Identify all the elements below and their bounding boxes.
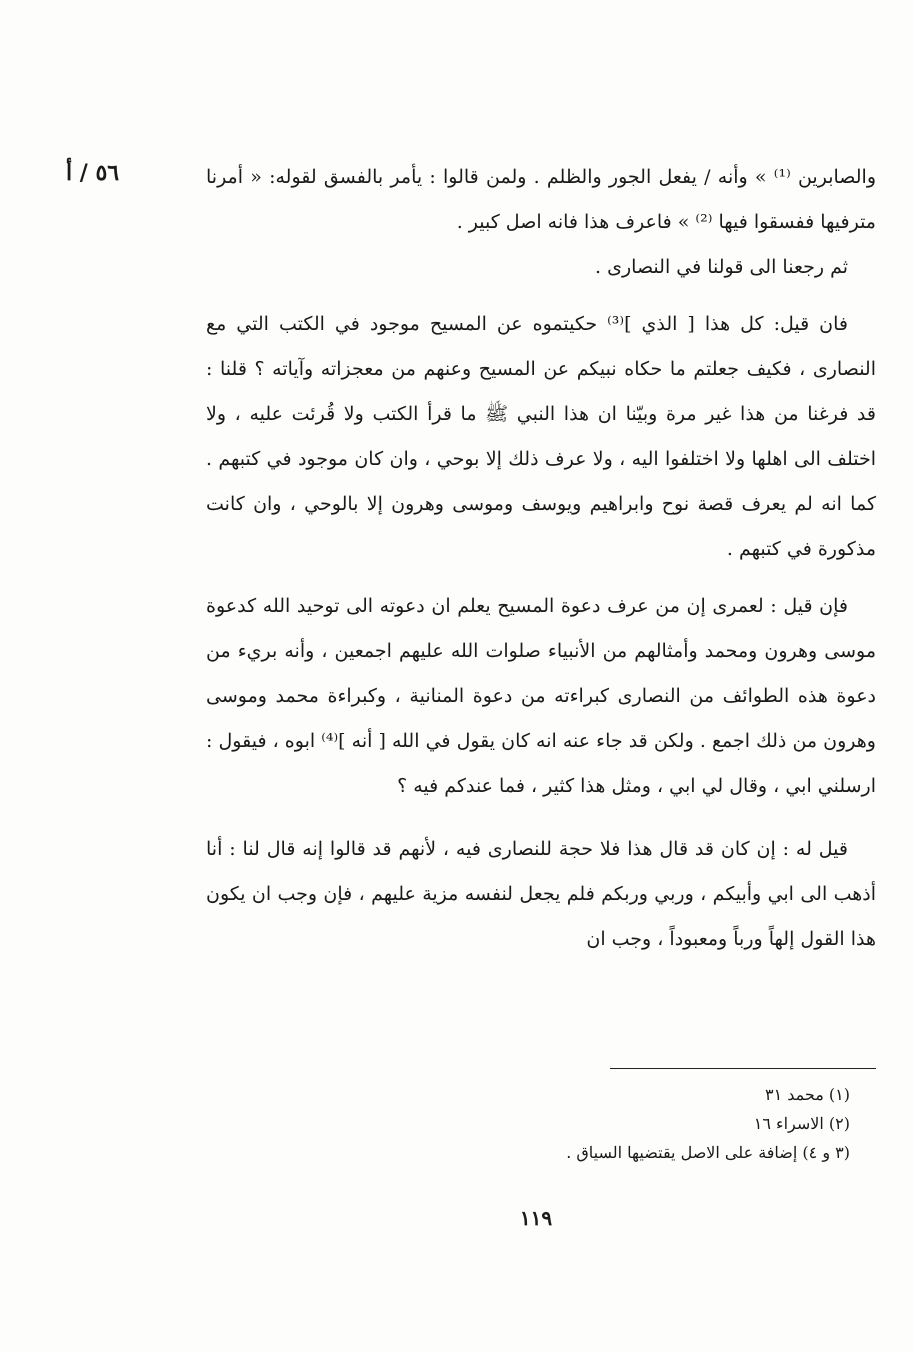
paragraph: والصابرين ⁽¹⁾ » وأنه / يفعل الجور والظلم . ولمن قالوا : يأمر بالفسق لقوله: « أمرنا مترفيها ففسقوا فيها ⁽²⁾ » فاعرف هذا فانه اصل كبير . <box>206 166 876 233</box>
page-number: ١١٩ <box>519 1206 553 1230</box>
footnote: (٣ و ٤) إضافة على الاصل يقتضيها السياق . <box>566 1143 850 1162</box>
footnote: (١) محمد ٣١ <box>765 1085 850 1104</box>
manuscript-folio-note: ٥٦ / أ <box>66 160 120 186</box>
paragraph: فإن قيل : لعمرى إن من عرف دعوة المسيح يعلم ان دعوته الى توحيد الله كدعوة موسى وهرون ومحمد وأمثالهم من الأنبياء صلوات الله عليهم اجمعين ، وأنه بريء من دعوة هذه الطوائف من النصارى كبراءته من دعوة المنانية ، وكبراءة محمد وموسى وهرون من ذلك اجمع . ولكن قد جاء عنه انه كان يقول في الله [ أنه ]⁽⁴⁾ ابوه ، فيقول : ارسلني ابي ، وقال لي ابي ، ومثل هذا كثير ، فما عندكم فيه ؟ <box>206 595 876 797</box>
main-text <box>206 155 876 962</box>
footnote-divider <box>610 1068 876 1069</box>
footnotes <box>380 1080 850 1167</box>
paragraph: فان قيل: كل هذا [ الذي ]⁽³⁾ حكيتموه عن المسيح موجود في الكتب التي مع النصارى ، فكيف جعلتم ما حكاه نبيكم عن المسيح وعنهم من معجزاته وآياته ؟ قلنا : قد فرغنا من هذا غير مرة وبيّنا ان هذا النبي ﷺ ما قرأ الكتب ولا قُرئت عليه ، ولا اختلف الى اهلها ولا اختلفوا اليه ، ولا عرف ذلك إلا بوحي ، وان كان موجود في كتبهم . كما انه لم يعرف قصة نوح وابراهيم ويوسف وموسى وهرون إلا بالوحي ، وان كانت مذكورة في كتبهم . <box>206 313 876 560</box>
paragraph: قيل له : إن كان قد قال هذا فلا حجة للنصارى فيه ، لأنهم قد قالوا إنه قال لنا : أنا أذهب الى ابي وأبيكم ، وربي وربكم فلم يجعل لنفسه مزية عليهم ، فإن وجب ان يكون هذا القول إلهاً ورباً ومعبوداً ، وجب ان <box>206 838 876 950</box>
paragraph: ثم رجعنا الى قولنا في النصارى . <box>595 256 848 278</box>
footnote: (٢) الاسراء ١٦ <box>753 1114 850 1133</box>
